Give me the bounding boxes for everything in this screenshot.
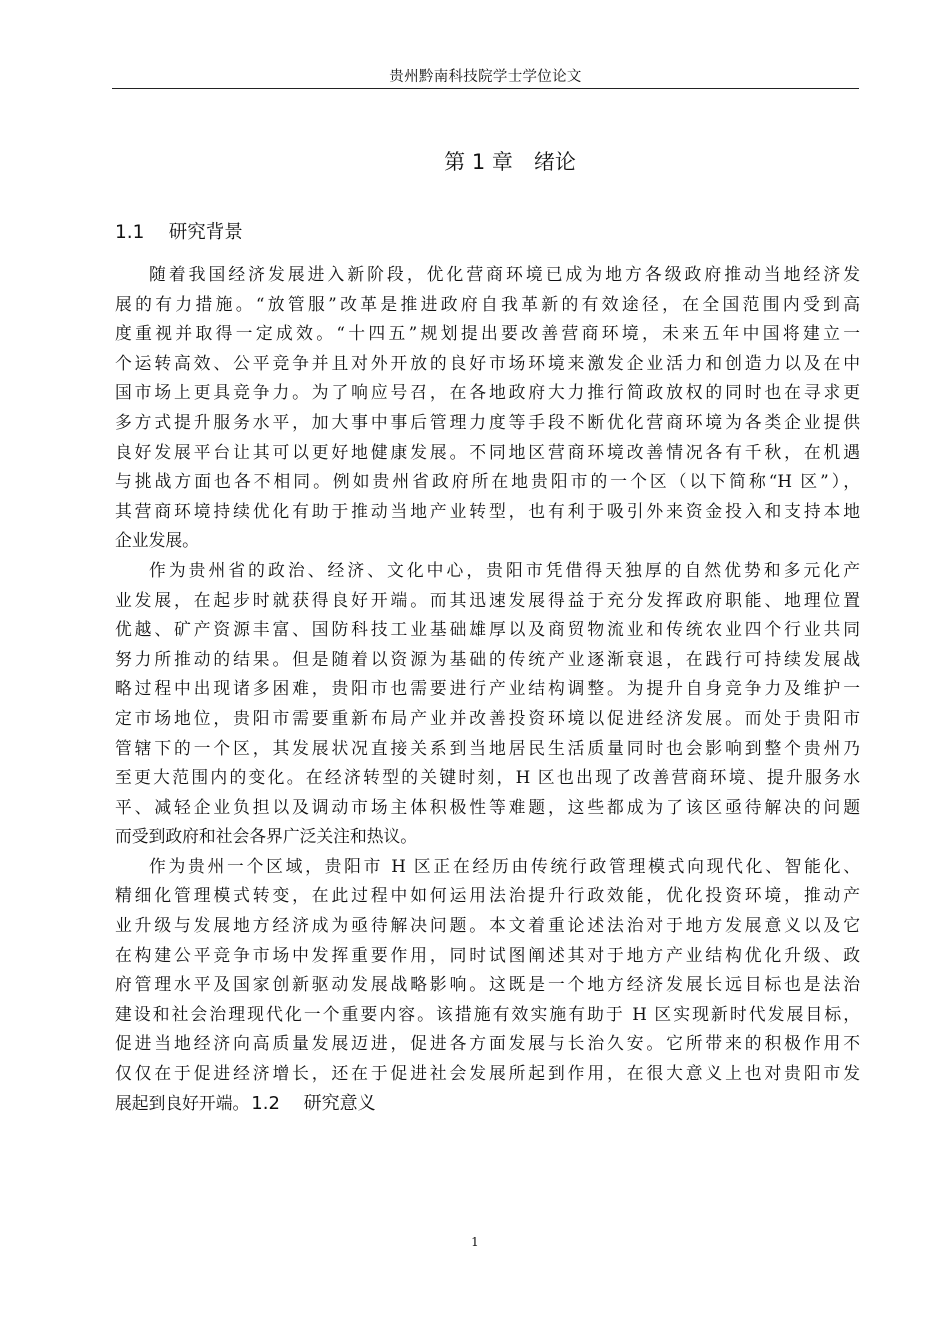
header-rule bbox=[112, 88, 859, 89]
paragraph-3-line: 精细化管理模式转变，在此过程中如何运用法治提升行政效能，优化投资环境，推动产 bbox=[115, 885, 860, 906]
paragraph-2-line: 业发展，在起步时就获得良好开端。而其迅速发展得益于充分发挥政府职能、地理位置 bbox=[115, 589, 860, 610]
running-header: 贵州黔南科技院学士学位论文 bbox=[389, 69, 582, 85]
paragraph-1-line: 国市场上更具竞争力。为了响应号召，在各地政府大力推行简政放权的同时也在寻求更 bbox=[115, 382, 860, 403]
page-number: 1 bbox=[471, 1235, 479, 1249]
paragraph-2-line: 至更大范围内的变化。在经济转型的关键时刻，H 区也出现了改善营商环境、提升服务水 bbox=[115, 767, 860, 788]
section-heading-1-1: 1.1 研究背景 bbox=[115, 222, 243, 243]
paragraph-3-line: 作为贵州一个区域，贵阳市 H 区正在经历由传统行政管理模式向现代化、智能化、 bbox=[149, 855, 860, 876]
paragraph-2-line: 平、减轻企业负担以及调动市场主体积极性等难题，这些都成为了该区亟待解决的问题 bbox=[115, 796, 860, 817]
paragraph-2-line: 优越、矿产资源丰富、国防科技工业基础雄厚以及商贸物流业和传统农业四个行业共同 bbox=[115, 619, 860, 640]
paragraph-2-line: 而受到政府和社会各界广泛关注和热议。 bbox=[115, 826, 418, 847]
paragraph-3-line: 展起到良好开端。 bbox=[115, 1092, 250, 1113]
paragraph-2-line: 作为贵州省的政治、经济、文化中心，贵阳市凭借得天独厚的自然优势和多元化产 bbox=[149, 559, 860, 580]
paragraph-3-line: 在构建公平竞争市场中发挥重要作用，同时试图阐述其对于地方产业结构优化升级、政 bbox=[115, 944, 860, 965]
section-heading-1-2: 1.2 研究意义 bbox=[251, 1092, 376, 1114]
chapter-title: 第 1 章 绪论 bbox=[444, 150, 576, 174]
paragraph-1-line: 个运转高效、公平竞争并且对外开放的良好市场环境来激发企业活力和创造力以及在中 bbox=[115, 352, 860, 373]
paragraph-2-line: 定市场地位，贵阳市需要重新布局产业并改善投资环境以促进经济发展。而处于贵阳市 bbox=[115, 707, 860, 728]
paragraph-2-line: 努力所推动的结果。但是随着以资源为基础的传统产业逐渐衰退，在践行可持续发展战 bbox=[115, 648, 860, 669]
paragraph-3-line: 业升级与发展地方经济成为亟待解决问题。本文着重论述法治对于地方发展意义以及它 bbox=[115, 915, 860, 936]
paragraph-1-line: 度重视并取得一定成效。“十四五”规划提出要改善营商环境，未来五年中国将建立一 bbox=[115, 323, 860, 344]
body-text bbox=[115, 260, 860, 1118]
paragraph-3-line: 府管理水平及国家创新驱动发展战略影响。这既是一个地方经济发展长远目标也是法治 bbox=[115, 974, 860, 995]
paragraph-2-line: 略过程中出现诸多困难，贵阳市也需要进行产业结构调整。为提升自身竞争力及维护一 bbox=[115, 678, 860, 699]
paragraph-3-final-line bbox=[115, 1089, 860, 1119]
paragraph-1-line: 展的有力措施。“放管服”改革是推进政府自我革新的有效途径，在全国范围内受到高 bbox=[115, 293, 860, 314]
paragraph-2-line: 管辖下的一个区，其发展状况直接关系到当地居民生活质量同时也会影响到整个贵州乃 bbox=[115, 737, 860, 758]
paragraph-1-line: 其营商环境持续优化有助于推动当地产业转型，也有利于吸引外来资金投入和支持本地 bbox=[115, 500, 860, 521]
paragraph-1-line: 良好发展平台让其可以更好地健康发展。不同地区营商环境改善情况各有千秋，在机遇 bbox=[115, 441, 860, 462]
paragraph-1-line: 多方式提升服务水平，加大事中事后管理力度等手段不断优化营商环境为各类企业提供 bbox=[115, 411, 860, 432]
paragraph-3-line: 仅仅在于促进经济增长，还在于促进社会发展所起到作用，在很大意义上也对贵阳市发 bbox=[115, 1063, 860, 1084]
paragraph-1-line: 随着我国经济发展进入新阶段，优化营商环境已成为地方各级政府推动当地经济发 bbox=[149, 264, 860, 284]
paragraph-3-line: 促进当地经济向高质量发展迈进，促进各方面发展与长治久安。它所带来的积极作用不 bbox=[115, 1033, 860, 1054]
paragraph-1-line: 企业发展。 bbox=[115, 530, 199, 551]
paragraph-3-line: 建设和社会治理现代化一个重要内容。该措施有效实施有助于 H 区实现新时代发展目标， bbox=[115, 1003, 860, 1024]
paragraph-1-line: 与挑战方面也各不相同。例如贵州省政府所在地贵阳市的一个区（以下简称“H 区”）， bbox=[115, 471, 860, 492]
